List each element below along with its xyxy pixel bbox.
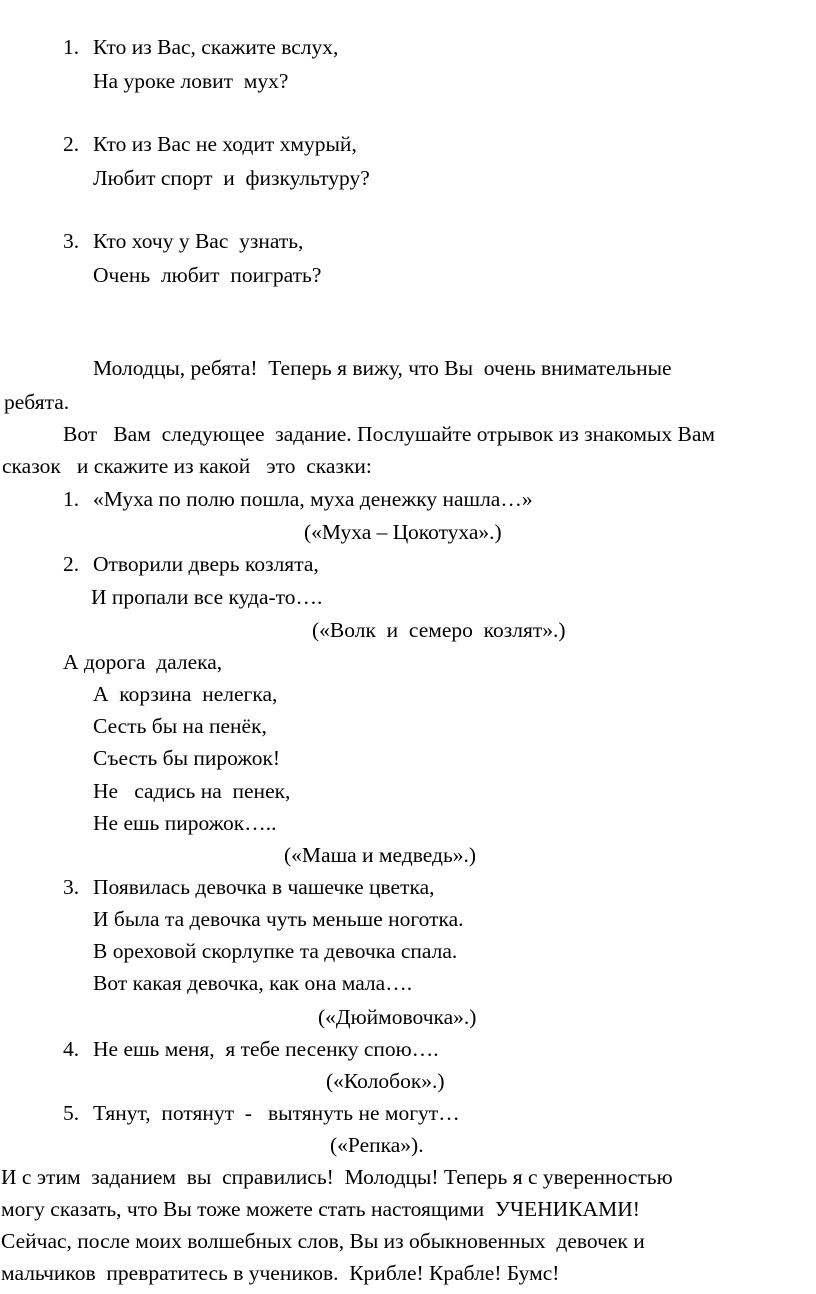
excerpt-2-line-1: Отворили дверь козлята,: [93, 552, 319, 576]
masha-line-5: Не садись на пенек,: [93, 779, 291, 803]
riddle-3-line-2: Очень любит поиграть?: [93, 263, 322, 287]
excerpt-5-line-1: Тянут, потянут - вытянуть не могут…: [93, 1101, 460, 1125]
masha-line-3: Сесть бы на пенёк,: [93, 714, 267, 738]
excerpt-3-line-2: И была та девочка чуть меньше ноготка.: [93, 907, 464, 931]
excerpt-3-line-4: Вот какая девочка, как она мала….: [93, 971, 413, 995]
excerpt-3-answer: («Дюймовочка».): [318, 1005, 477, 1029]
riddle-3-number: 3.: [63, 229, 80, 253]
excerpt-5-number: 5.: [63, 1101, 80, 1125]
excerpt-2-number: 2.: [63, 552, 80, 576]
riddle-1-line-1: Кто из Вас, скажите вслух,: [93, 35, 339, 59]
closing-line-2: могу сказать, что Вы тоже можете стать настоящими УЧЕНИКАМИ!: [1, 1197, 640, 1221]
riddle-1-line-2: На уроке ловит мух?: [93, 69, 289, 93]
masha-answer: («Маша и медведь».): [284, 843, 477, 867]
excerpt-1-answer: («Муха – Цокотуха».): [304, 520, 502, 544]
excerpt-3-line-3: В ореховой скорлупке та девочка спала.: [93, 939, 458, 963]
excerpt-4-answer: («Колобок».): [326, 1069, 445, 1093]
riddle-2-number: 2.: [63, 132, 80, 156]
masha-line-1: А дорога далека,: [63, 650, 223, 674]
excerpt-2-answer: («Волк и семеро козлят».): [312, 618, 566, 642]
praise-line-1: Молодцы, ребята! Теперь я вижу, что Вы очень внимательные: [93, 356, 672, 380]
excerpt-4-line-1: Не ешь меня, я тебе песенку спою….: [93, 1037, 439, 1061]
excerpt-2-line-2: И пропали все куда-то….: [91, 585, 323, 609]
excerpt-3-number: 3.: [63, 875, 80, 899]
riddle-2-line-1: Кто из Вас не ходит хмурый,: [93, 132, 357, 156]
excerpt-1-number: 1.: [63, 487, 80, 511]
closing-line-4: мальчиков превратитесь в учеников. Крибле! Крабле! Бумс!: [1, 1261, 560, 1285]
masha-line-4: Съесть бы пирожок!: [93, 746, 281, 770]
masha-line-6: Не ешь пирожок…..: [93, 811, 277, 835]
closing-line-1: И с этим заданием вы справились! Молодцы! Теперь я с уверенностью: [1, 1165, 673, 1189]
praise-line-2: ребята.: [4, 390, 70, 414]
closing-line-3: Сейчас, после моих волшебных слов, Вы из обыкновенных девочек и: [1, 1229, 645, 1253]
masha-line-2: А корзина нелегка,: [93, 682, 278, 706]
riddle-1-number: 1.: [63, 35, 80, 59]
task-line-2: сказок и скажите из какой это сказки:: [2, 454, 372, 478]
excerpt-3-line-1: Появилась девочка в чашечке цветка,: [93, 875, 435, 899]
riddle-2-line-2: Любит спорт и физкультуру?: [93, 166, 370, 190]
task-line-1: Вот Вам следующее задание. Послушайте отрывок из знакомых Вам: [63, 422, 715, 446]
riddle-3-line-1: Кто хочу у Вас узнать,: [93, 229, 304, 253]
excerpt-1-line-1: «Муха по полю пошла, муха денежку нашла…»: [93, 487, 533, 511]
excerpt-4-number: 4.: [63, 1037, 80, 1061]
excerpt-5-answer: («Репка»).: [330, 1133, 424, 1157]
